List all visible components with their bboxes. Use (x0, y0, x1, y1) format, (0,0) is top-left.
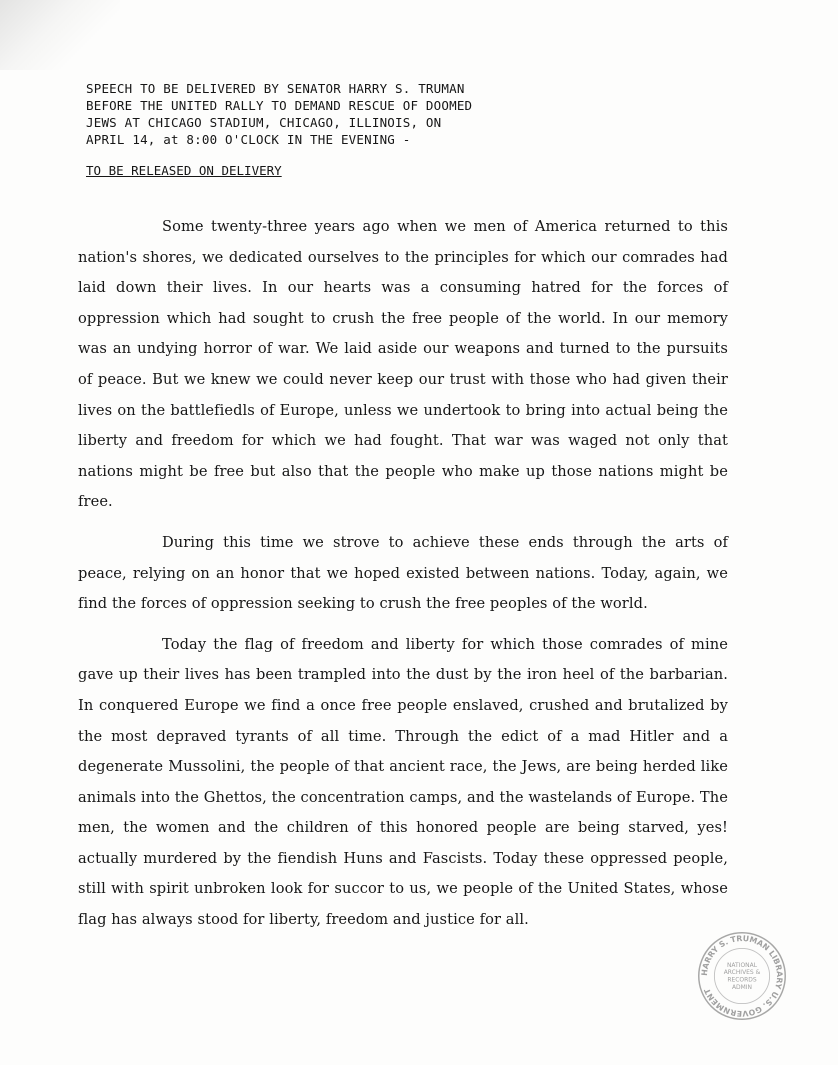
body-paragraph: Some twenty-three years ago when we men of America returned to this nation's shores, we dedicated ourselves to the principles for which our comrades had laid down their lives. In our hearts was a consuming hatred for the forces of oppression which had sought to crush the free people of the world. In our memory was an undying horror of war. We laid aside our weapons and turned to the pursuits of peace. But we knew we could never keep our trust with those who had given their lives on the battlefiedls of Europe, unless we undertook to bring into actual being the liberty and freedom for which we had fought. That war was waged not only that nations might be free but also that the people who make up those nations might be free. (78, 218, 728, 511)
stamp-center-text: ADMIN (731, 983, 753, 991)
stamp-center-text: ARCHIVES & (723, 969, 761, 977)
stamp-center-text: RECORDS (727, 976, 757, 984)
heading-line: SPEECH TO BE DELIVERED BY SENATOR HARRY S. TRUMAN (86, 81, 465, 96)
body-paragraph: Today the flag of freedom and liberty for which those comrades of mine gave up their lives has been trampled into the dust by the iron heel of the barbarian. In conquered Europe we find a once free people enslaved, crushed and brutalized by the most depraved tyrants of all time. Through the edict of a mad Hitler and a degenerate Mussolini, the people of that ancient race, the Jews, are being herded like animals into the Ghettos, the concentration camps, and the wastelands of Europe. The men, the women and the children of this honored people are being starved, yes! actually murdered by the fiendish Huns and Fascists. Today these oppressed people, still with spirit unbroken look for succor to us, we people of the United States, whose flag has always stood for liberty, freedom and justice for all. (78, 635, 728, 929)
stamp-center-text: NATIONAL (726, 961, 758, 969)
heading-line: APRIL 14, at 8:00 O'CLOCK IN THE EVENING - (86, 132, 411, 147)
speech-heading (86, 80, 726, 148)
heading-line: JEWS AT CHICAGO STADIUM, CHICAGO, ILLINOIS, ON (86, 115, 442, 130)
page-fold-shadow (0, 0, 120, 70)
speech-body (78, 212, 728, 946)
stamp-ring-text: HARRY S. TRUMAN LIBRARY U.S. GOVERNMENT (699, 933, 785, 1019)
heading-line: BEFORE THE UNITED RALLY TO DEMAND RESCUE OF DOOMED (86, 98, 473, 113)
release-note: TO BE RELEASED ON DELIVERY (86, 163, 282, 178)
body-paragraph: During this time we strove to achieve these ends through the arts of peace, relying on an honor that we hoped existed between nations. Today, again, we find the forces of oppression seeking to crush the free peoples of the world. (78, 533, 728, 613)
library-stamp-seal (696, 930, 788, 1022)
